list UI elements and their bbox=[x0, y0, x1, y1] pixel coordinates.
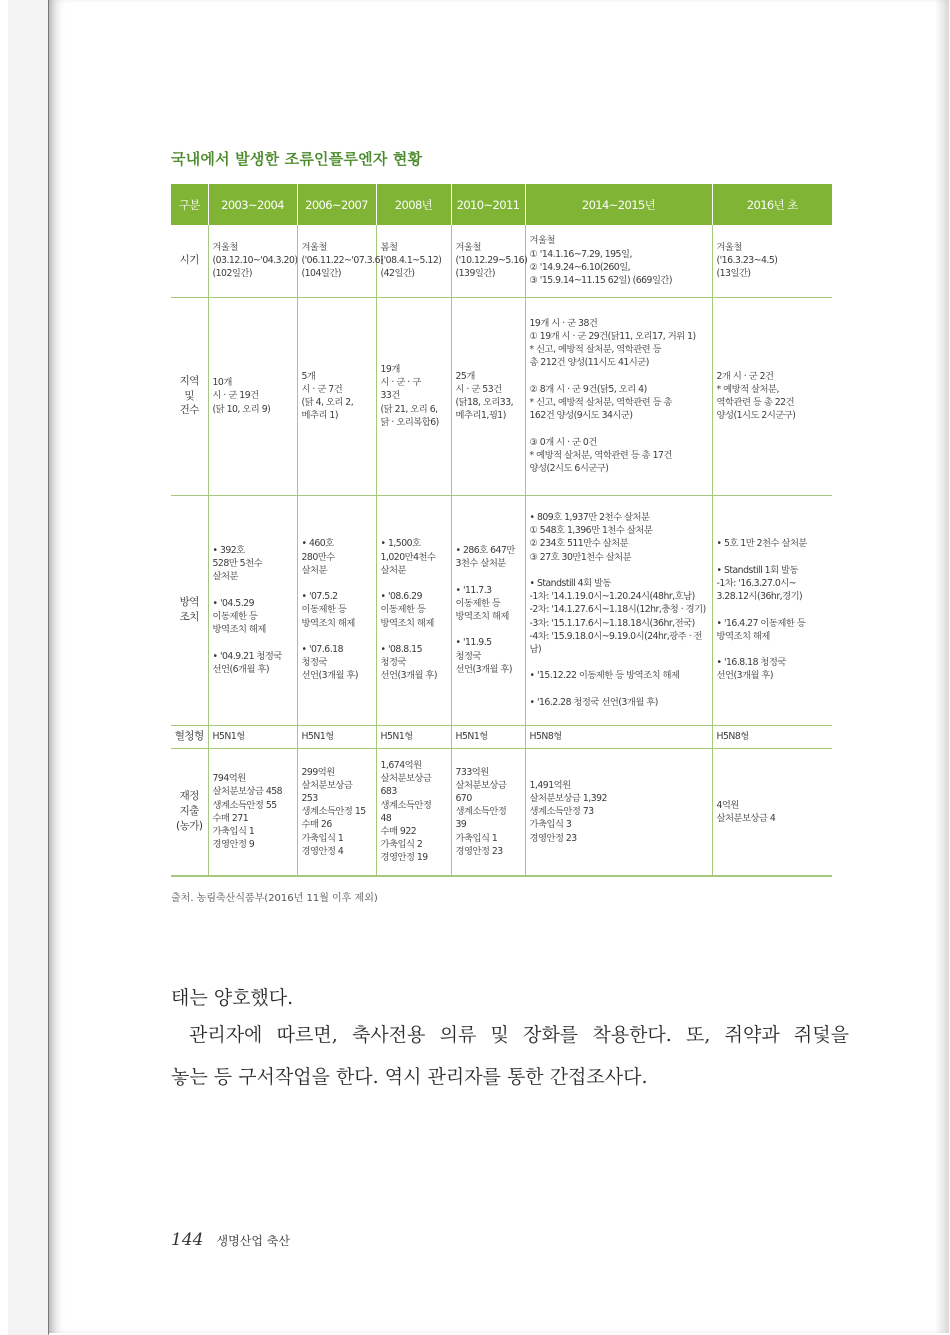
table-row bbox=[171, 495, 832, 725]
table-cell: H5N1형 bbox=[297, 725, 376, 748]
table-cell: H5N8형 bbox=[712, 725, 832, 748]
table-row bbox=[171, 748, 832, 876]
table-cell: 299억원 살처분보상금 253 생계소득안정 15 수매 26 가축입식 1 경영안정 4 bbox=[297, 748, 376, 876]
header-category: 구분 bbox=[171, 184, 208, 225]
body-paragraph-line: 관리자에 따르면, 축사전용 의류 및 장화를 착용한다. 또, 쥐약과 쥐덫을 bbox=[189, 1024, 849, 1046]
header-period-2008: 2008년 bbox=[376, 184, 451, 225]
table-row bbox=[171, 725, 832, 748]
table-cell: 2개 시 · 군 2건 * 예방적 살처분, 역학관련 등 총 22건 양성(1시도 2시군구) bbox=[712, 297, 832, 495]
page-footer bbox=[171, 1230, 290, 1250]
table-cell: 25개 시 · 군 53건 (닭18, 오리33, 메추리1,꿩1) bbox=[451, 297, 525, 495]
table-cell: • 460호 280만수 살처분 • '07.5.2 이동제한 등 방역조치 해제 • '07.6.18 청정국 선언(3개월 후) bbox=[297, 495, 376, 725]
running-title: 생명산업 축산 bbox=[216, 1234, 290, 1248]
table-cell: 겨울철 ① '14.1.16~7.29, 195일, ② '14.9.24~6.10(260일, ③ '15.9.14~11.15 62일) (669일간) bbox=[525, 225, 712, 297]
header-period-2006: 2006~2007 bbox=[297, 184, 376, 225]
body-paragraph-line: 태는 양호했다. bbox=[171, 987, 294, 1009]
body-paragraph-line: 놓는 등 구서작업을 한다. 역시 관리자를 통한 간접조사다. bbox=[171, 1066, 648, 1088]
book-page bbox=[48, 0, 949, 1333]
table-cell: • 286호 647만 3천수 살처분 • '11.7.3 이동제한 등 방역조치 해제 • '11.9.5 청정국 선언(3개월 후) bbox=[451, 495, 525, 725]
row-header: 재정 지출 (농가) bbox=[171, 748, 208, 876]
page-number: 144 bbox=[171, 1230, 204, 1250]
figure-title: 국내에서 발생한 조류인플루엔자 현황 bbox=[171, 150, 423, 168]
table-cell: H5N1형 bbox=[376, 725, 451, 748]
table-header-row bbox=[171, 184, 832, 225]
table-cell: H5N8형 bbox=[525, 725, 712, 748]
row-header: 혈청형 bbox=[171, 725, 208, 748]
table-cell: 794억원 살처분보상금 458 생계소득안정 55 수매 271 가축입식 1 경영안정 9 bbox=[208, 748, 297, 876]
table-cell: 겨울철 ('10.12.29~5.16) (139일간) bbox=[451, 225, 525, 297]
table-source-note: 출처. 농림축산식품부(2016년 11월 이후 제외) bbox=[171, 893, 378, 904]
table-row bbox=[171, 297, 832, 495]
row-header: 지역 및 건수 bbox=[171, 297, 208, 495]
table-cell: H5N1형 bbox=[208, 725, 297, 748]
table-cell: • 392호 528만 5천수 살처분 • '04.5.29 이동제한 등 방역조치 해제 • '04.9.21 청정국 선언(6개월 후) bbox=[208, 495, 297, 725]
row-header: 시기 bbox=[171, 225, 208, 297]
table-cell: 1,674억원 살처분보상금 683 생계소득안정 48 수매 922 가축입식 2 경영안정 19 bbox=[376, 748, 451, 876]
header-period-2003: 2003~2004 bbox=[208, 184, 297, 225]
table-cell: • 1,500호 1,020만4천수 살처분 • '08.6.29 이동제한 등 방역조치 해제 • '08.8.15 청정국 선언(3개월 후) bbox=[376, 495, 451, 725]
table-row bbox=[171, 225, 832, 297]
table-cell: 19개 시 · 군 38건 ① 19개 시 · 군 29건(닭11, 오리17, 거위 1) * 신고, 예방적 살처분, 역학관련 등 총 212건 양성(11시도 41시군) ② 8개 시 · 군 9건(닭5, 오리 4) * 신고, 예방적 살처분, 역학관련 등 총 162건 양성(9시도 34시군) ③ 0개 시 · 군 0건 * 예방적 살처분, 역학관련 등 총 17건 양성(2시도 6시군구) bbox=[525, 297, 712, 495]
page-shadow bbox=[935, 0, 949, 1333]
table-cell: 봄철 ('08.4.1~5.12) (42일간) bbox=[376, 225, 451, 297]
table-cell: 5개 시 · 군 7건 (닭 4, 오리 2, 메추리 1) bbox=[297, 297, 376, 495]
avian-influenza-table bbox=[171, 184, 832, 877]
table-cell: 겨울철 (03.12.10~'04.3.20) (102일간) bbox=[208, 225, 297, 297]
table-cell: • 809호 1,937만 2천수 살처분 ① 548호 1,396만 1천수 살처분 ② 234호 511만수 살처분 ③ 27호 30만1천수 살처분 • Standstill 4회 발동 -1차: '14.1.19.0시~1.20.24시(48hr,호남) -2차: '14.1.27.6시~1.18시(12hr,충청 · 경기) -3차: '15.1.17.6시~1.18.18시(36hr,전국) -4차: '15.9.18.0시~9.19.0시(24hr,광주 · 전남) • '15.12.22 이동제한 등 방역조치 해제 • '16.2.28 청정국 선언(3개월 후) bbox=[525, 495, 712, 725]
table-cell: H5N1형 bbox=[451, 725, 525, 748]
header-period-2014: 2014~2015년 bbox=[525, 184, 712, 225]
table-cell: 겨울철 ('06.11.22~'07.3.6) (104일간) bbox=[297, 225, 376, 297]
table-cell: 733억원 살처분보상금 670 생계소득안정 39 가축입식 1 경영안정 23 bbox=[451, 748, 525, 876]
table-cell: 겨울철 ('16.3.23~4.5) (13일간) bbox=[712, 225, 832, 297]
table-cell: 19개 시 · 군 · 구 33건 (닭 21, 오리 6, 닭 · 오리복합6) bbox=[376, 297, 451, 495]
row-header: 방역 조치 bbox=[171, 495, 208, 725]
table-cell: • 5호 1만 2천수 살처분 • Standstill 1회 발동 -1차: '16.3.27.0시~ 3.28.12시(36hr,경기) • '16.4.27 이동제한 등 방역조치 해제 • '16.8.18 청정국 선언(3개월 후) bbox=[712, 495, 832, 725]
header-period-2010: 2010~2011 bbox=[451, 184, 525, 225]
header-period-2016: 2016년 초 bbox=[712, 184, 832, 225]
table-cell: 10개 시 · 군 19건 (닭 10, 오리 9) bbox=[208, 297, 297, 495]
table-cell: 1,491억원 살처분보상금 1,392 생계소득안정 73 가축입식 3 경영안정 23 bbox=[525, 748, 712, 876]
table-cell: 4억원 살처분보상금 4 bbox=[712, 748, 832, 876]
